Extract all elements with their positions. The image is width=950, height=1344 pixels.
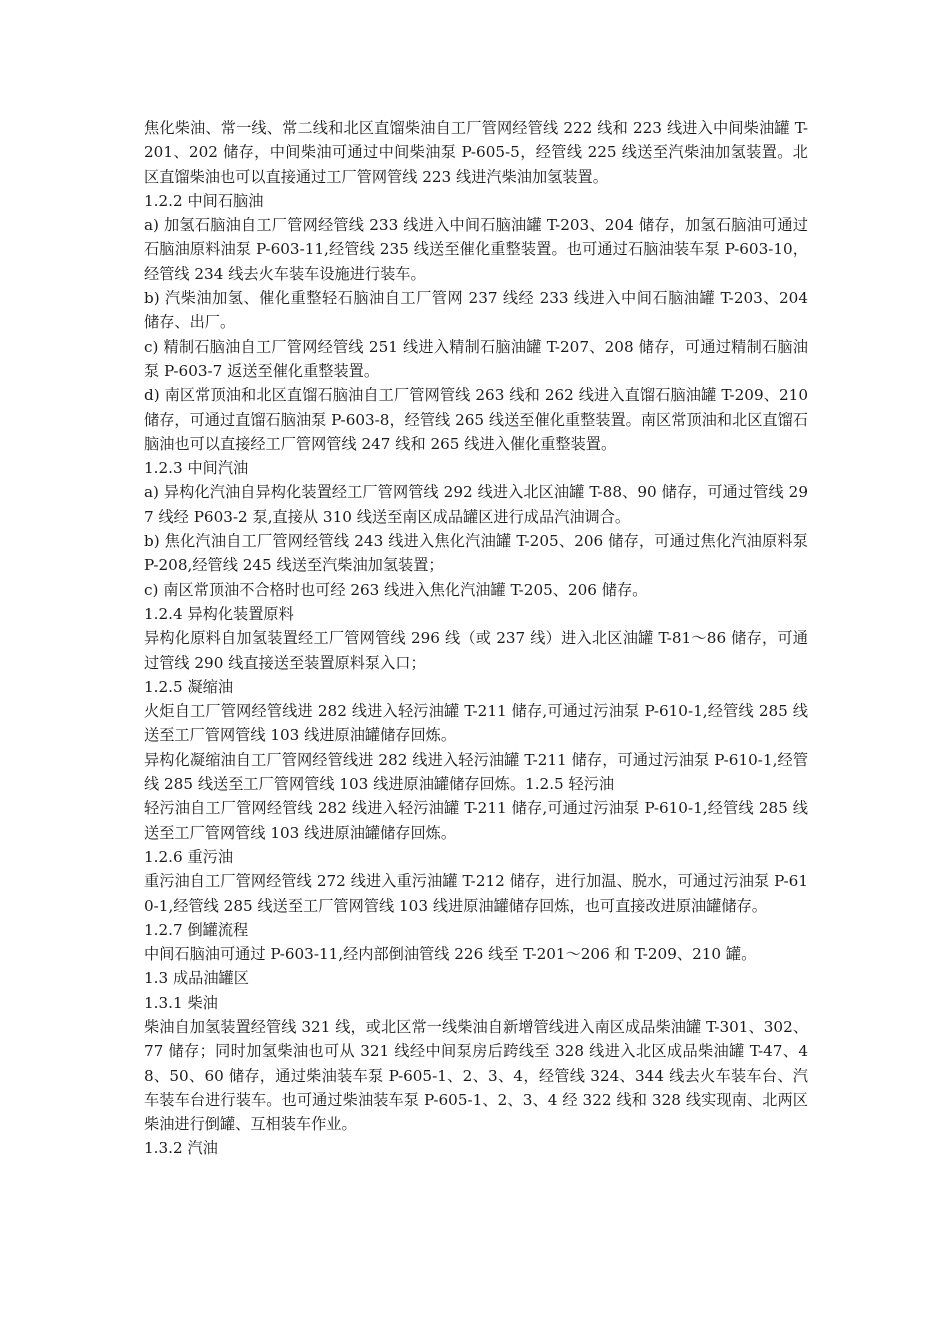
paragraph: 重污油自工厂管网经管线 272 线进入重污油罐 T-212 储存，进行加温、脱水，可通过污油泵 P-610-1,经管线 285 线送至工厂管网管线 103 线进原油罐储存回炼，也可直接改进原油罐储存。 bbox=[144, 872, 808, 915]
paragraph: a) 加氢石脑油自工厂管网经管线 233 线进入中间石脑油罐 T-203、204 储存，加氢石脑油可通过石脑油原料油泵 P-603-11,经管线 235 线送至催化重整装置。也可通过石脑油装车泵 P-603-10，经管线 234 线去火车装车设施进行装车。 bbox=[144, 216, 808, 283]
section-heading: 1.2.4 异构化装置原料 bbox=[144, 604, 294, 623]
paragraph: b) 焦化汽油自工厂管网经管线 243 线进入焦化汽油罐 T-205、206 储存，可通过焦化汽油原料泵 P-208,经管线 245 线送至汽柴油加氢装置； bbox=[144, 532, 808, 575]
section-heading: 1.3 成品油罐区 bbox=[144, 969, 249, 988]
paragraph: 火炬自工厂管网经管线进 282 线进入轻污油罐 T-211 储存,可通过污油泵 P-610-1,经管线 285 线送至工厂管网管线 103 线进原油罐储存回炼。 bbox=[144, 702, 808, 745]
paragraph: 中间石脑油可通过 P-603-11,经内部倒油管线 226 线至 T-201～206 和 T-209、210 罐。 bbox=[144, 945, 757, 964]
section-heading: 1.3.2 汽油 bbox=[144, 1139, 218, 1158]
section-heading: 1.2.5 凝缩油 bbox=[144, 677, 234, 696]
paragraph: c) 南区常顶油不合格时也可经 263 线进入焦化汽油罐 T-205、206 储存。 bbox=[144, 580, 648, 599]
paragraph: c) 精制石脑油自工厂管网经管线 251 线进入精制石脑油罐 T-207、208 储存，可通过精制石脑油泵 P-603-7 返送至催化重整装置。 bbox=[144, 337, 808, 380]
paragraph: 焦化柴油、常一线、常二线和北区直馏柴油自工厂管网经管线 222 线和 223 线进入中间柴油罐 T-201、202 储存，中间柴油可通过中间柴油泵 P-605-5，经管线 225 线送至汽柴油加氢装置。北区直馏柴油也可以直接通过工厂管网管线 223 线进汽柴油加氢装置。 bbox=[144, 119, 808, 186]
section-heading: 1.3.1 柴油 bbox=[144, 993, 218, 1012]
paragraph: 异构化凝缩油自工厂管网经管线进 282 线进入轻污油罐 T-211 储存，可通过污油泵 P-610-1,经管线 285 线送至工厂管网管线 103 线进原油罐储存回炼。1.2.5 轻污油 bbox=[144, 750, 808, 794]
section-heading: 1.2.3 中间汽油 bbox=[144, 459, 249, 478]
section-heading: 1.2.7 倒罐流程 bbox=[144, 920, 249, 939]
section-heading: 1.2.6 重污油 bbox=[144, 847, 234, 866]
paragraph: 柴油自加氢装置经管线 321 线，或北区常一线柴油自新增管线进入南区成品柴油罐 T-301、302、77 储存；同时加氢柴油也可从 321 线经中间泵房后跨线至 328 线进入北区成品柴油罐 T-47、48、50、60 储存，通过柴油装车泵 P-605-1、2、3、4，经管线 324、344 线去火车装车台、汽车装车台进行装车。也可通过柴油装车泵 P-605-1、2、3、4 经 322 线和 328 线实现南、北两区柴油进行倒罐、互相装车作业。 bbox=[144, 1017, 808, 1134]
paragraph: 异构化原料自加氢装置经工厂管网管线 296 线（或 237 线）进入北区油罐 T-81～86 储存，可通过管线 290 线直接送至装置原料泵入口； bbox=[144, 629, 808, 672]
paragraph: d) 南区常顶油和北区直馏石脑油自工厂管网管线 263 线和 262 线进入直馏石脑油罐 T-209、210 储存，可通过直馏石脑油泵 P-603-8，经管线 265 线送至催化重整装置。南区常顶油和北区直馏石脑油也可以直接经工厂管网管线 247 线和 265 线进入催化重整装置。 bbox=[144, 386, 808, 453]
paragraph: a) 异构化汽油自异构化装置经工厂管网管线 292 线进入北区油罐 T-88、90 储存，可通过管线 297 线经 P603-2 泵,直接从 310 线送至南区成品罐区进行成品汽油调合。 bbox=[144, 483, 808, 526]
section-heading: 1.2.2 中间石脑油 bbox=[144, 191, 264, 210]
paragraph: b) 汽柴油加氢、催化重整轻石脑油自工厂管网 237 线经 233 线进入中间石脑油罐 T-203、204 储存、出厂。 bbox=[144, 289, 808, 332]
paragraph: 轻污油自工厂管网经管线 282 线进入轻污油罐 T-211 储存,可通过污油泵 P-610-1,经管线 285 线送至工厂管网管线 103 线进原油罐储存回炼。 bbox=[144, 799, 808, 842]
